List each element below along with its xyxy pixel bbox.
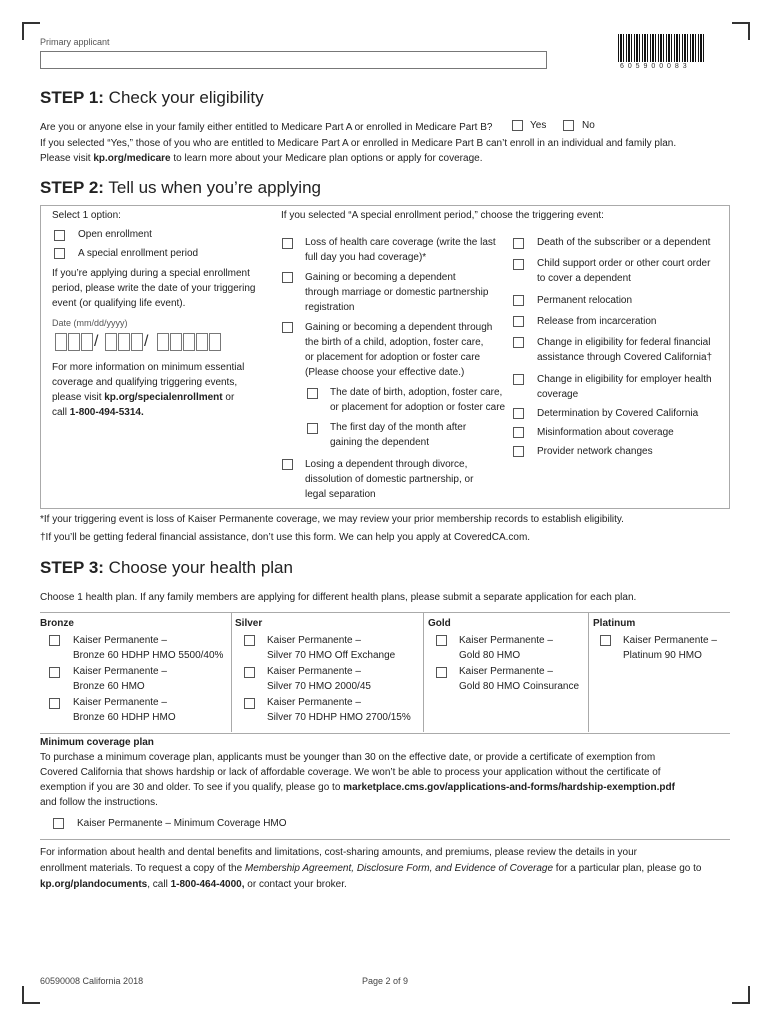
birth-line4: (Please choose your effective date.) bbox=[305, 367, 465, 378]
minimum-plan-label: Kaiser Permanente – Minimum Coverage HMO bbox=[77, 818, 287, 829]
minimum-text-line3 bbox=[40, 781, 675, 795]
date-digit-y4[interactable] bbox=[196, 333, 208, 351]
date-digit-d3[interactable] bbox=[131, 333, 143, 351]
medicare-note: If you selected “Yes,” those of you who are entitled to Medicare Part A or enrolled in Medicare Part B can’t enroll in an individual and family plan. bbox=[40, 138, 677, 149]
step3-intro: Choose 1 health plan. If any family members are applying for different health plans, please submit a separate application for each plan. bbox=[40, 592, 637, 603]
marriage-line1: Gaining or becoming a dependent bbox=[305, 272, 456, 283]
plan-divider-2 bbox=[423, 612, 424, 732]
marriage-checkbox[interactable] bbox=[282, 272, 293, 283]
silver-plan-1-line1: Kaiser Permanente – bbox=[267, 635, 361, 646]
misinformation-checkbox[interactable] bbox=[513, 427, 524, 438]
employer-line1: Change in eligibility for employer health bbox=[537, 374, 712, 385]
date-digit-m3[interactable] bbox=[81, 333, 93, 351]
minimum-heading: Minimum coverage plan bbox=[40, 737, 154, 748]
date-digit-y3[interactable] bbox=[183, 333, 195, 351]
form-id: 60590008 California 2018 bbox=[40, 976, 144, 986]
benefits-info-broker: or contact your broker. bbox=[244, 879, 347, 890]
death-label: Death of the subscriber or a dependent bbox=[537, 237, 711, 248]
bronze-plan-3-line2: Bronze 60 HDHP HMO bbox=[73, 712, 176, 723]
silver-plan-2-checkbox[interactable] bbox=[244, 667, 255, 678]
silver-plan-1-checkbox[interactable] bbox=[244, 635, 255, 646]
footnote-asterisk: *If your triggering event is loss of Kaiser Permanente coverage, we may review your prior membership records to establish eligibility. bbox=[40, 514, 624, 525]
bronze-plan-3-line1: Kaiser Permanente – bbox=[73, 697, 167, 708]
employer-line2: coverage bbox=[537, 389, 579, 400]
date-digit-y2[interactable] bbox=[170, 333, 182, 351]
medicare-question: Are you or anyone else in your family either entitled to Medicare Part A or enrolled in Medicare Part B? bbox=[40, 122, 493, 133]
primary-applicant-input[interactable] bbox=[40, 51, 547, 69]
special-enrollment-checkbox[interactable] bbox=[54, 248, 65, 259]
first-day-line1: The first day of the month after bbox=[330, 422, 467, 433]
special-enrollment-link[interactable]: kp.org/specialenrollment bbox=[104, 392, 223, 403]
medicare-no-label: No bbox=[582, 120, 595, 131]
birth-date-line1: The date of birth, adoption, foster care, bbox=[330, 387, 503, 398]
date-separator-2: / bbox=[144, 333, 149, 350]
losing-dependent-line2: dissolution of domestic partnership, or bbox=[305, 474, 474, 485]
incarceration-label: Release from incarceration bbox=[537, 316, 657, 327]
gold-plan-1-line2: Gold 80 HMO bbox=[459, 650, 521, 661]
info-line1: For more information on minimum essential bbox=[52, 362, 245, 373]
crop-mark-bottom-left bbox=[22, 986, 40, 1004]
plan-divider-1 bbox=[231, 612, 232, 732]
loss-coverage-line1: Loss of health care coverage (write the last bbox=[305, 237, 496, 248]
birth-line1: Gaining or becoming a dependent through bbox=[305, 322, 493, 333]
info-visit: please visit bbox=[52, 392, 105, 403]
silver-plan-3-line2: Silver 70 HDHP HMO 2700/15% bbox=[267, 712, 411, 723]
trigger-label: If you selected “A special enrollment period,” choose the triggering event: bbox=[281, 210, 604, 221]
medicare-link[interactable]: kp.org/medicare bbox=[93, 153, 171, 164]
platinum-heading: Platinum bbox=[593, 618, 636, 629]
open-enrollment-checkbox[interactable] bbox=[54, 230, 65, 241]
silver-plan-3-line1: Kaiser Permanente – bbox=[267, 697, 361, 708]
benefits-info-suffix: for a particular plan, please go to bbox=[553, 863, 702, 874]
barcode bbox=[618, 34, 706, 62]
date-digit-m2[interactable] bbox=[68, 333, 80, 351]
step2-heading bbox=[40, 178, 321, 198]
bronze-plan-1-line1: Kaiser Permanente – bbox=[73, 635, 167, 646]
info-line3 bbox=[52, 391, 234, 405]
provider-checkbox[interactable] bbox=[513, 446, 524, 457]
bronze-plan-2-line2: Bronze 60 HMO bbox=[73, 681, 145, 692]
platinum-plan-1-line2: Platinum 90 HMO bbox=[623, 650, 702, 661]
benefits-info-line1: For information about health and dental benefits and limitations, cost-sharing amounts, and premiums, please review the details in your bbox=[40, 847, 637, 858]
silver-plan-1-line2: Silver 70 HMO Off Exchange bbox=[267, 650, 396, 661]
incarceration-checkbox[interactable] bbox=[513, 316, 524, 327]
barcode-number: 6 0 5 9 0 0 0 8 3 bbox=[620, 63, 688, 70]
bronze-plan-2-checkbox[interactable] bbox=[49, 667, 60, 678]
step2-title: Tell us when you’re applying bbox=[108, 178, 321, 197]
birth-date-checkbox[interactable] bbox=[307, 388, 318, 399]
employer-checkbox[interactable] bbox=[513, 374, 524, 385]
gold-plan-2-checkbox[interactable] bbox=[436, 667, 447, 678]
info-divider bbox=[40, 839, 730, 840]
gold-plan-2-line2: Gold 80 HMO Coinsurance bbox=[459, 681, 580, 692]
child-support-line1: Child support order or other court order bbox=[537, 258, 711, 269]
minimum-text-prefix: exemption if you are 30 and older. To see if you qualify, please go to bbox=[40, 782, 344, 793]
gold-plan-1-line1: Kaiser Permanente – bbox=[459, 635, 553, 646]
relocation-checkbox[interactable] bbox=[513, 295, 524, 306]
misinformation-label: Misinformation about coverage bbox=[537, 427, 674, 438]
date-digit-y5[interactable] bbox=[209, 333, 221, 351]
relocation-label: Permanent relocation bbox=[537, 295, 633, 306]
birth-checkbox[interactable] bbox=[282, 322, 293, 333]
benefits-info-phone: 1-800-464-4000, bbox=[170, 879, 245, 890]
select-option-label: Select 1 option: bbox=[52, 210, 121, 221]
minimum-plan-checkbox[interactable] bbox=[53, 818, 64, 829]
federal-line2: assistance through Covered California† bbox=[537, 352, 713, 363]
first-day-line2: gaining the dependent bbox=[330, 437, 429, 448]
losing-dependent-checkbox[interactable] bbox=[282, 459, 293, 470]
date-label: Date (mm/dd/yyyy) bbox=[52, 318, 128, 328]
losing-dependent-line1: Losing a dependent through divorce, bbox=[305, 459, 468, 470]
provider-label: Provider network changes bbox=[537, 446, 653, 457]
medicare-yes-checkbox[interactable] bbox=[512, 120, 523, 131]
bronze-heading: Bronze bbox=[40, 618, 74, 629]
info-phone: 1-800-494-5314. bbox=[69, 407, 144, 418]
silver-heading: Silver bbox=[235, 618, 263, 629]
minimum-text-line2: Covered California that shows hardship or lack of affordable coverage. We won’t be able to process your application without the certificate of bbox=[40, 767, 661, 778]
silver-plan-2-line2: Silver 70 HMO 2000/45 bbox=[267, 681, 371, 692]
determination-label: Determination by Covered California bbox=[537, 408, 699, 419]
medicare-visit-prefix: Please visit bbox=[40, 153, 94, 164]
info-call: call bbox=[52, 407, 70, 418]
step1-heading bbox=[40, 88, 264, 108]
death-checkbox[interactable] bbox=[513, 238, 524, 249]
hardship-exemption-link[interactable]: marketplace.cms.gov/applications-and-forms/hardship-exemption.pdf bbox=[343, 782, 675, 793]
info-line4 bbox=[52, 406, 144, 420]
birth-line3: or placement for adoption or foster care bbox=[305, 352, 481, 363]
step2-number: STEP 2: bbox=[40, 178, 104, 197]
date-digit-y1[interactable] bbox=[157, 333, 169, 351]
gold-plan-1-checkbox[interactable] bbox=[436, 635, 447, 646]
plan-documents-link[interactable]: kp.org/plandocuments bbox=[40, 879, 148, 890]
bronze-plan-3-checkbox[interactable] bbox=[49, 698, 60, 709]
special-note-line1: If you’re applying during a special enrollment bbox=[52, 268, 250, 279]
determination-checkbox[interactable] bbox=[513, 408, 524, 419]
special-enrollment-label: A special enrollment period bbox=[78, 248, 199, 259]
plan-divider-3 bbox=[588, 612, 589, 732]
benefits-info-line2 bbox=[40, 862, 701, 876]
birth-date-line2: or placement for adoption or foster care bbox=[330, 402, 506, 413]
medicare-yes-label: Yes bbox=[530, 120, 547, 131]
bronze-plan-1-checkbox[interactable] bbox=[49, 635, 60, 646]
crop-mark-top-right bbox=[732, 22, 750, 40]
page-number: Page 2 of 9 bbox=[362, 976, 409, 986]
benefits-info-line3 bbox=[40, 878, 347, 892]
child-support-line2: to cover a dependent bbox=[537, 273, 631, 284]
gold-heading: Gold bbox=[428, 618, 451, 629]
silver-plan-3-checkbox[interactable] bbox=[244, 698, 255, 709]
losing-dependent-line3: legal separation bbox=[305, 489, 376, 500]
medicare-no-checkbox[interactable] bbox=[563, 120, 574, 131]
medicare-visit-line bbox=[40, 152, 482, 166]
date-digit-m1[interactable] bbox=[55, 333, 67, 351]
child-support-checkbox[interactable] bbox=[513, 259, 524, 270]
federal-checkbox[interactable] bbox=[513, 337, 524, 348]
bronze-plan-2-line1: Kaiser Permanente – bbox=[73, 666, 167, 677]
open-enrollment-label: Open enrollment bbox=[78, 229, 152, 240]
loss-coverage-line2: full day you had coverage)* bbox=[305, 252, 427, 263]
gold-plan-2-line1: Kaiser Permanente – bbox=[459, 666, 553, 677]
special-note-line3: event (or qualifying life event). bbox=[52, 298, 186, 309]
minimum-text-line4: and follow the instructions. bbox=[40, 797, 158, 808]
marriage-line3: registration bbox=[305, 302, 355, 313]
bronze-plan-1-line2: Bronze 60 HDHP HMO 5500/40% bbox=[73, 650, 224, 661]
primary-applicant-label: Primary applicant bbox=[40, 37, 110, 47]
date-digit-d1[interactable] bbox=[105, 333, 117, 351]
benefits-info-call: , call bbox=[147, 879, 171, 890]
platinum-plan-1-checkbox[interactable] bbox=[600, 635, 611, 646]
step3-title: Choose your health plan bbox=[108, 558, 293, 577]
benefits-info-italic: Membership Agreement, Disclosure Form, and Evidence of Coverage bbox=[244, 863, 554, 874]
benefits-info-prefix: enrollment materials. To request a copy of the bbox=[40, 863, 245, 874]
info-or: or bbox=[222, 392, 235, 403]
step1-number: STEP 1: bbox=[40, 88, 104, 107]
date-digit-d2[interactable] bbox=[118, 333, 130, 351]
minimum-text-line1: To purchase a minimum coverage plan, applicants must be younger than 30 on the effective date, or provide a certificate of exemption from bbox=[40, 752, 656, 763]
special-note-line2: period, please write the date of your triggering bbox=[52, 283, 256, 294]
step3-number: STEP 3: bbox=[40, 558, 104, 577]
crop-mark-bottom-right bbox=[732, 986, 750, 1004]
step3-heading bbox=[40, 558, 293, 578]
federal-line1: Change in eligibility for federal financial bbox=[537, 337, 711, 348]
birth-line2: the birth of a child, adoption, foster care, bbox=[305, 337, 484, 348]
marriage-line2: through marriage or domestic partnership bbox=[305, 287, 489, 298]
silver-plan-2-line1: Kaiser Permanente – bbox=[267, 666, 361, 677]
info-line2: coverage and qualifying triggering events, bbox=[52, 377, 238, 388]
first-day-checkbox[interactable] bbox=[307, 423, 318, 434]
platinum-plan-1-line1: Kaiser Permanente – bbox=[623, 635, 717, 646]
medicare-visit-suffix: to learn more about your Medicare plan options or apply for coverage. bbox=[170, 153, 483, 164]
date-separator-1: / bbox=[94, 333, 99, 350]
footnote-dagger: †If you’ll be getting federal financial assistance, don’t use this form. We can help you apply at CoveredCA.com. bbox=[40, 532, 531, 543]
crop-mark-top-left bbox=[22, 22, 40, 40]
step1-title: Check your eligibility bbox=[108, 88, 264, 107]
loss-coverage-checkbox[interactable] bbox=[282, 238, 293, 249]
